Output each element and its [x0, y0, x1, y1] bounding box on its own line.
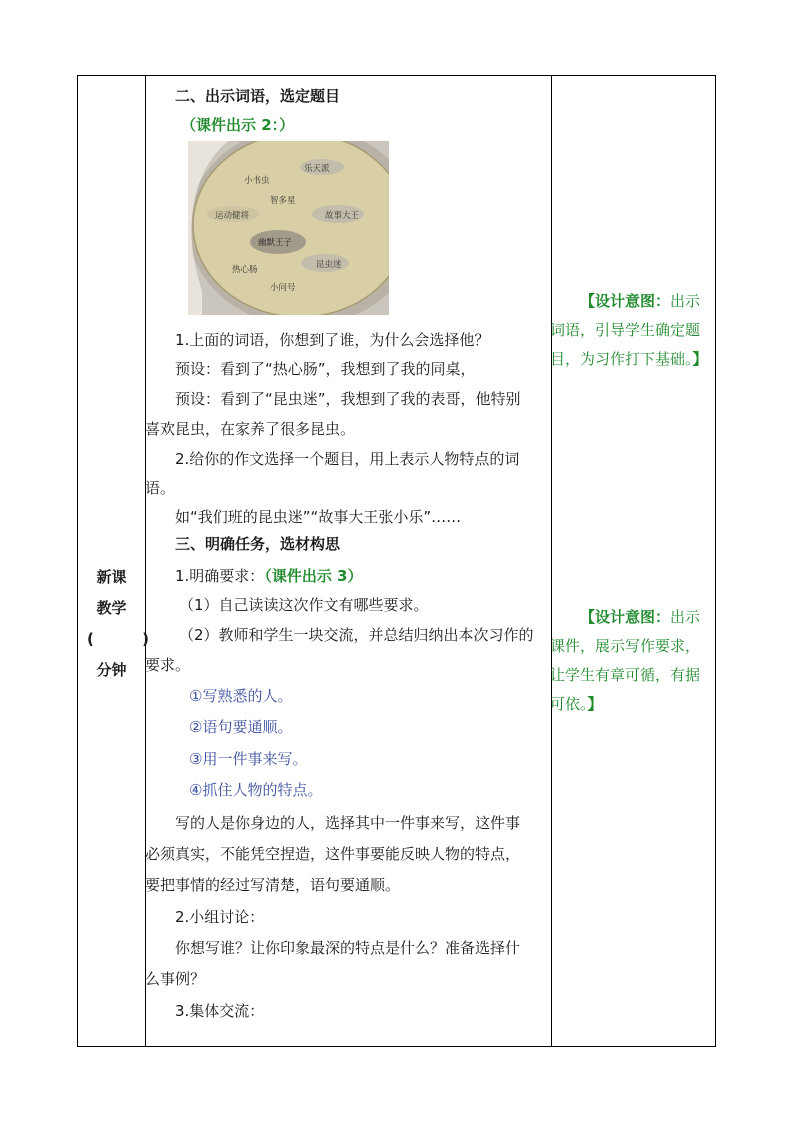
discussion-line-2: 么事例？ [145, 970, 206, 988]
word-7: 热心肠 [232, 265, 258, 275]
word-5: 故事大王 [325, 211, 360, 221]
word-6: 幽默王子 [258, 238, 293, 248]
q2-line-3: 如“我们班的昆虫迷”“故事大王张小乐”…… [175, 508, 462, 526]
courseware-2: （课件出示 2：） [181, 116, 295, 134]
word-2: 乐天派 [304, 164, 330, 174]
design-note-2 [550, 603, 716, 719]
column-divider-1 [145, 76, 146, 1046]
word-1: 小书虫 [244, 176, 270, 186]
note1-line-1: 出示 [670, 292, 701, 310]
note1-title: 【设计意图： [580, 292, 671, 310]
requirement-label: 1.明确要求： [175, 567, 265, 585]
q2-line-1: 2.给你的作文选择一个题目，用上表示人物特点的词 [175, 450, 520, 468]
note2-line-3: 让学生有章可循，有据 [550, 666, 701, 684]
q1-line-3: 预设：看到了“昆虫迷”，我想到了我的表哥，他特别 [175, 390, 521, 408]
para-line-3: 要把事情的经过写清楚，语句要通顺。 [145, 876, 401, 894]
label-duration-row [78, 624, 149, 655]
courseware-3: （课件出示 3） [264, 567, 363, 585]
requirement-line [145, 566, 551, 586]
discussion-label: 2.小组讨论： [175, 908, 265, 926]
q2-line-2: 语。 [145, 479, 176, 497]
q1-line-4: 喜欢昆虫，在家养了很多昆虫。 [145, 420, 356, 438]
q1-line-1: 1.上面的词语，你想到了谁，为什么会选择他？ [175, 331, 490, 349]
q1-line-2: 预设：看到了“热心肠”，我想到了我的同桌， [175, 360, 476, 378]
section2-heading: 二、出示词语，选定题目 [175, 87, 341, 105]
note2-end: 】 [587, 695, 603, 713]
discussion-line-1: 你想写谁？让你印象最深的特点是什么？准备选择什 [175, 939, 521, 957]
lesson-table [77, 75, 716, 1047]
note2-title: 【设计意图： [580, 608, 671, 626]
paren-open: ( [87, 630, 94, 648]
label-line-1: 新课 [96, 568, 127, 586]
column-divider-2 [551, 76, 552, 1046]
word-3: 智多星 [270, 196, 296, 206]
bullet-4: ④抓住人物的特点。 [189, 781, 323, 799]
design-note-1 [550, 287, 716, 374]
word-8: 昆虫迷 [316, 260, 342, 270]
req-1: （1）自己读读这次作文有哪些要求。 [179, 596, 429, 614]
section-label [78, 562, 149, 686]
note2-line-4: 可依。 [550, 695, 588, 713]
word-4: 运动健将 [215, 211, 250, 221]
para-line-1: 写的人是你身边的人，选择其中一件事来写，这件事 [175, 814, 521, 832]
paren-close: ) [142, 630, 149, 648]
req-2b: 要求。 [145, 656, 191, 674]
section3-heading: 三、明确任务，选材构思 [175, 535, 341, 553]
note2-line-2: 课件，展示写作要求， [550, 637, 701, 655]
para-line-2: 必须真实，不能凭空捏造，这件事要能反映人物的特点， [145, 845, 521, 863]
label-line-2: 教学 [96, 599, 127, 617]
bullet-2: ②语句要通顺。 [189, 718, 293, 736]
note1-end: 】 [692, 350, 708, 368]
word-9: 小问号 [270, 283, 296, 293]
exchange-label: 3.集体交流： [175, 1002, 265, 1020]
note1-line-3: 目，为习作打下基础。 [550, 350, 693, 368]
label-line-4: 分钟 [96, 661, 127, 679]
req-2a: （2）教师和学生一块交流，并总结归纳出本次习作的 [179, 626, 534, 644]
bullet-3: ③用一件事来写。 [189, 750, 308, 768]
word-plate-image [188, 141, 389, 315]
bullet-1: ①写熟悉的人。 [189, 687, 293, 705]
note2-line-1: 出示 [670, 608, 701, 626]
note1-line-2: 词语，引导学生确定题 [550, 321, 701, 339]
